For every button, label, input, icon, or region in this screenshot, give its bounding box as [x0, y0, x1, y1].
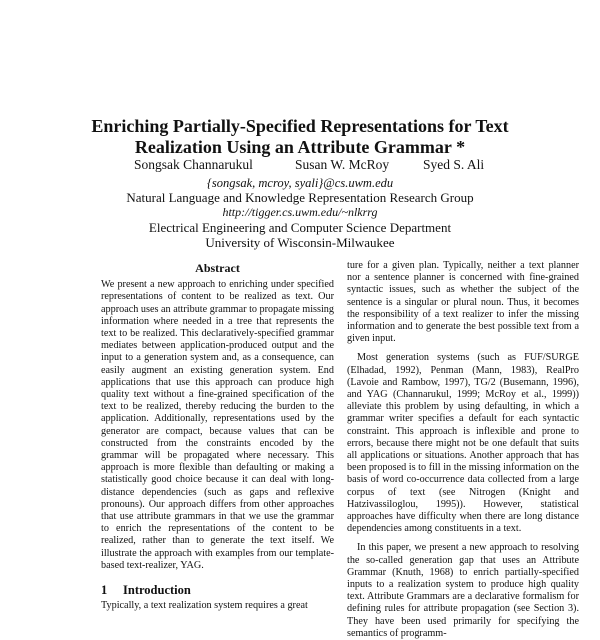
body-paragraph: ture for a given plan. Typically, neither a text planner nor a sentence planner is concerned with fine-grained syntactic issues, such as whether the subject of the sentence is a singular or plural noun. Thus, it becomes the responsibility of a text realizer to infer the missing information and to generate the best possible text from a given input.: [347, 260, 579, 345]
affiliation: [90, 190, 510, 250]
right-column: [347, 260, 579, 640]
section-title: Introduction: [123, 583, 191, 598]
group-url: http://tigger.cs.uwm.edu/~nlkrrg: [222, 205, 378, 219]
intro-text: Typically, a text realization system requires a great: [101, 600, 308, 612]
department: Electrical Engineering and Computer Science Department: [148, 220, 452, 235]
body-paragraph: Most generation systems (such as FUF/SURGE (Elhadad, 1992), Penman (Mann, 1983), RealPro (Lavoie and Rambow, 1997), TG/2 (Busemann, 1996), and YAG (Channarukul, 1999; McRoy et al., 1999)) alleviate this problem by using defaulting, in which a grammar writer specifies a default for each syntactic constraint. This approach is inflexible and prone to errors, because there might not be one default that suits all applications or situations. Another approach that has been proposed is to fill in the missing information on the basis of word co-occurrence data collected from a large corpus of text (see Nitrogen (Knight and Hatzivassiloglou, 1995)). However, statistical approaches have difficulty when there are long distance dependencies among constituents in a text.: [347, 352, 579, 535]
section-number: 1: [101, 583, 108, 598]
author-name: Susan W. McRoy: [295, 157, 390, 172]
abstract-heading: Abstract: [195, 261, 240, 275]
abstract-text: We present a new approach to enriching under specified representations of content to be realized as text. Our approach uses an attribute grammar to propagate missing information where needed in a tree that represents the text to be realized. This declaratively-specified grammar mediates between application-produced output and the input to a generation system and, as a consequence, can easily augment an existing generation system. End applications that use this approach can produce high quality text without a fine-grained specification of the text to be realized, thereby reducing the burden to the application. Additionally, representations used by the generator are compact, because values that can be constructed from the constraints encoded by the grammar will be propagated where necessary. This approach is more flexible than defaulting or making a statistically good choice because it can deal with long-distance dependencies (such as gaps and reflexive pronouns). Our approach differs from other approaches that use attribute grammars in that we use the grammar to enrich the representations of the content to be realized, rather than to generate the text itself. We illustrate the approach with examples from our template-based text-realizer, YAG.: [101, 279, 334, 571]
section-heading: [101, 584, 334, 596]
left-column: [101, 262, 334, 612]
author-name: Syed S. Ali: [423, 157, 485, 172]
author-name: Songsak Channarukul: [134, 157, 253, 172]
author-emails: {songsak, mcroy, syali}@cs.uwm.edu: [206, 176, 394, 190]
research-group: Natural Language and Knowledge Representation Research Group: [126, 190, 474, 205]
university: University of Wisconsin-Milwaukee: [205, 235, 395, 250]
body-paragraph: In this paper, we present a new approach to resolving the so-called generation gap that uses an Attribute Grammar (Knuth, 1968) to enrich partially-specified inputs to a realization system to produce high quality text. Attribute Grammars are a declarative formalism for defining rules for attribute propagation (see Section 3). They have been used primarily for specifying the semantics of programm-: [347, 542, 579, 639]
paper-title: Enriching Partially-Specified Representations for Text Realization Using an Attribute Grammar *: [91, 116, 509, 157]
